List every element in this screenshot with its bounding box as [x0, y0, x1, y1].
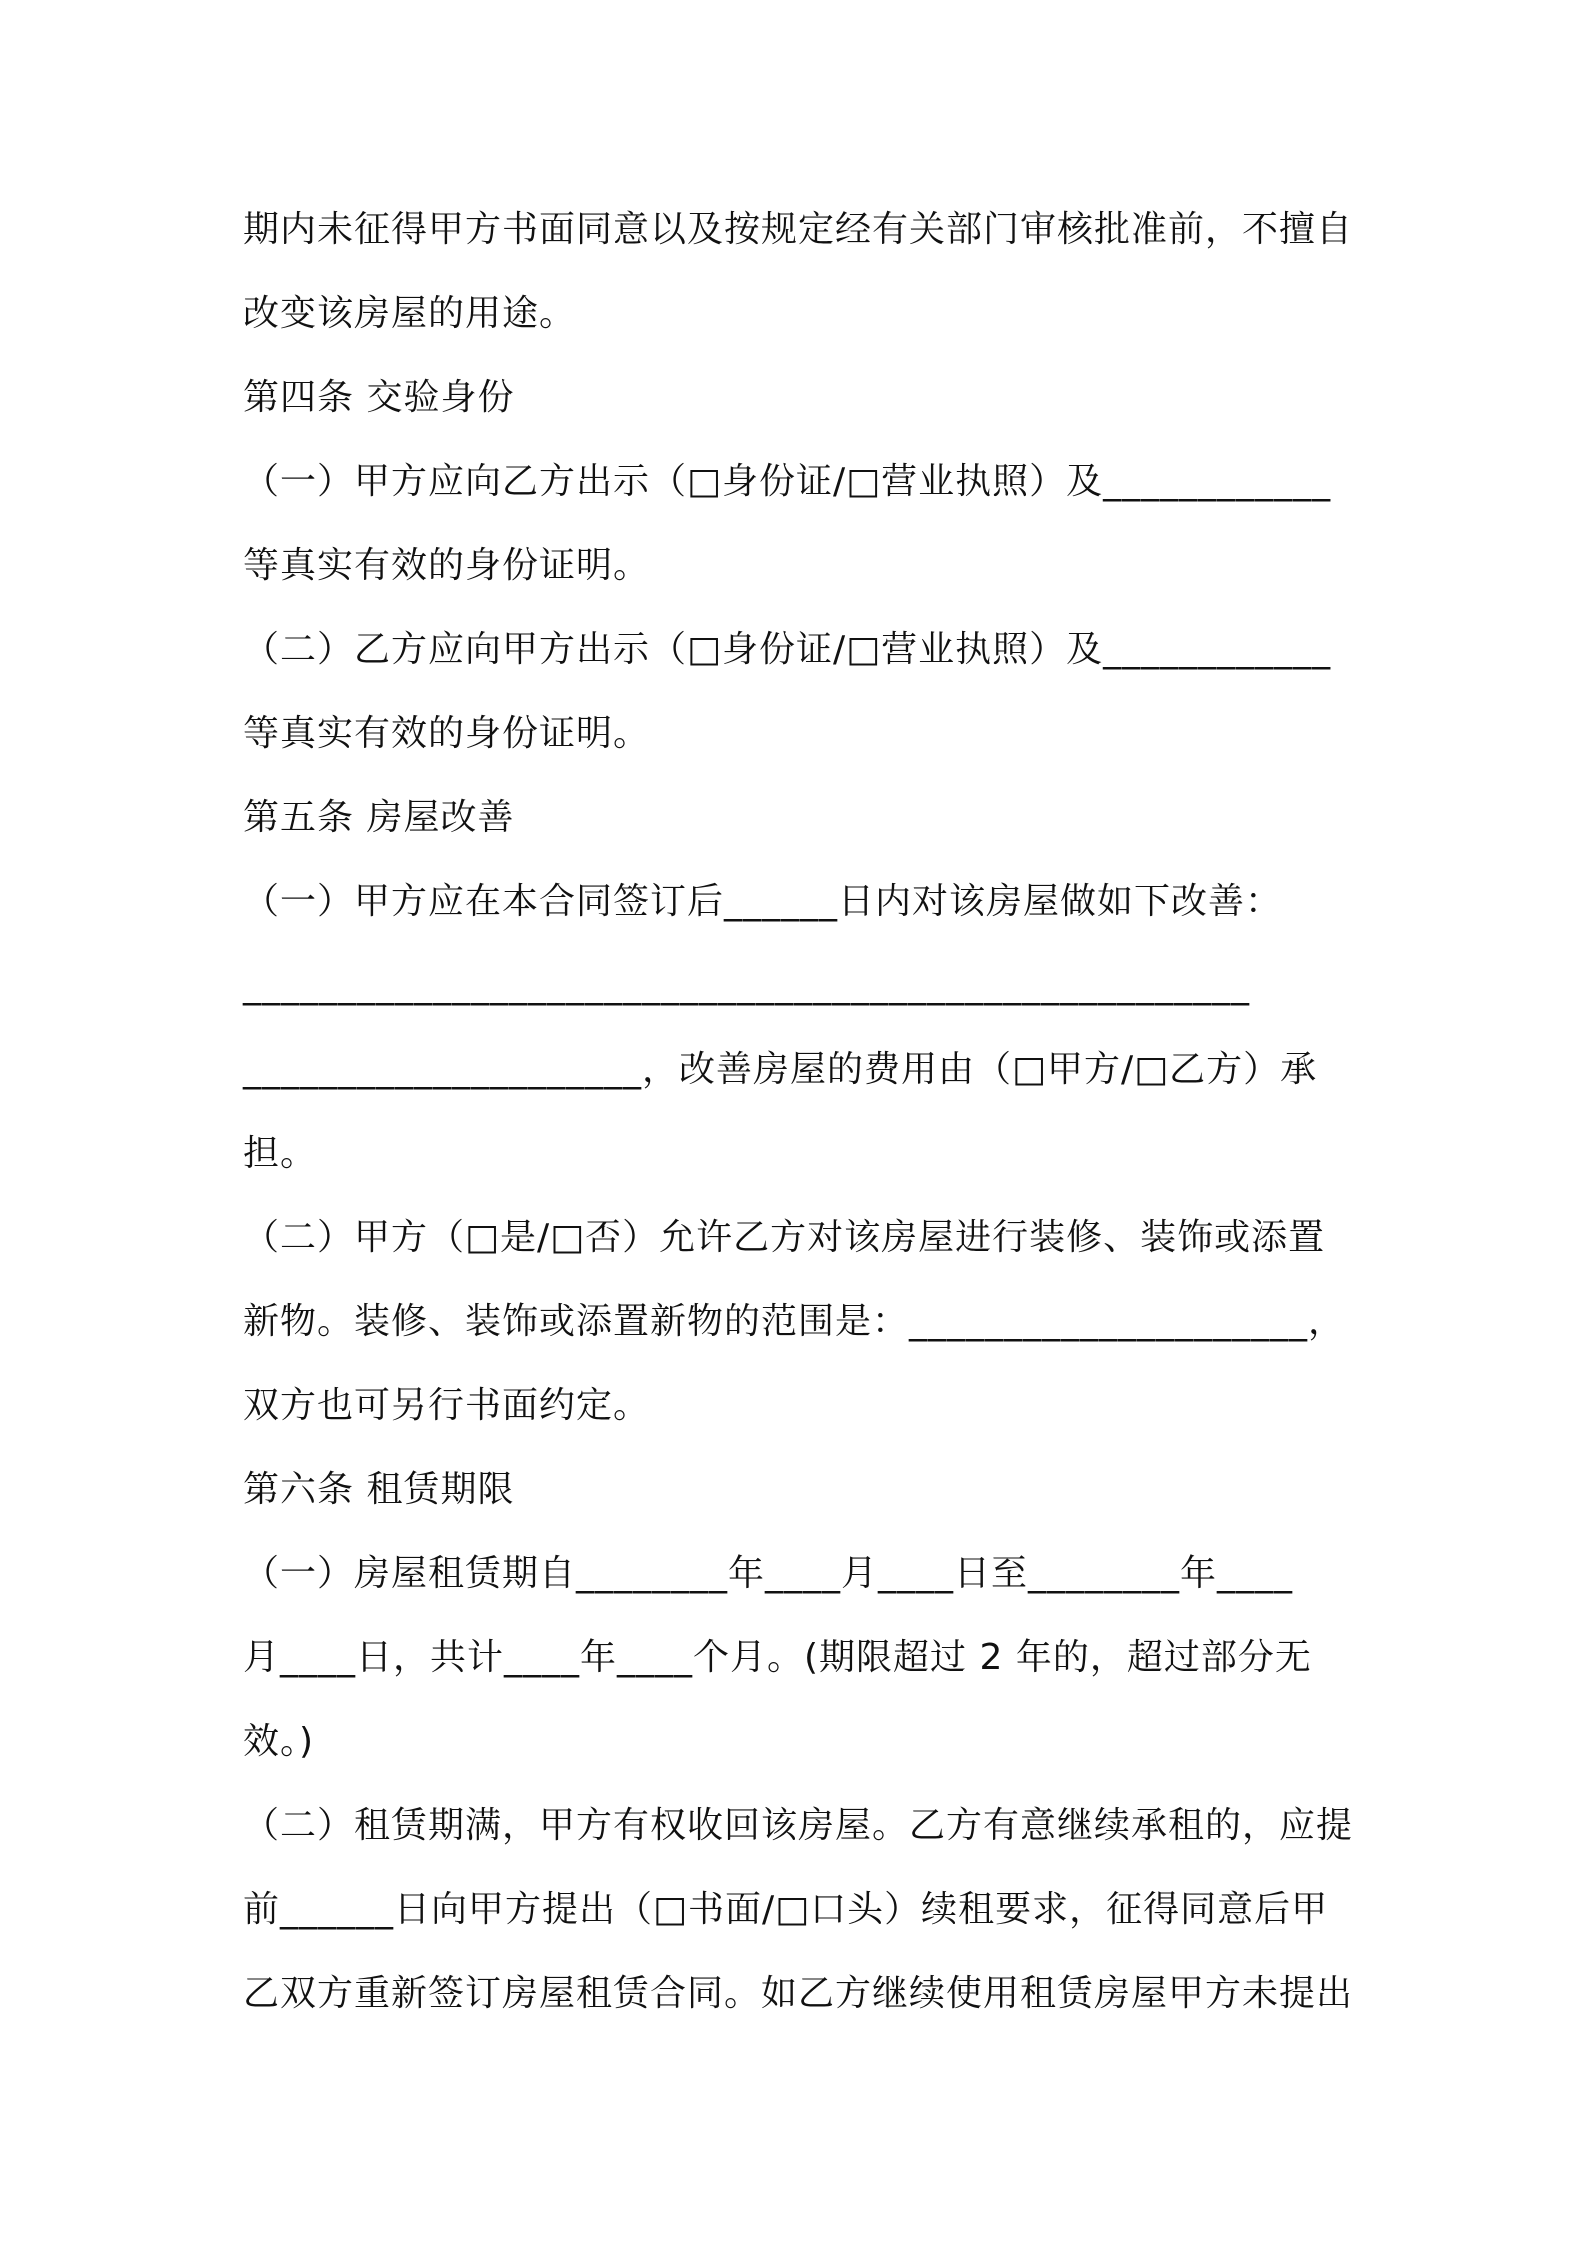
article-5-heading: 第五条 房屋改善: [243, 797, 515, 838]
text-line-1: 期内未征得甲方书面同意以及按规定经有关部门审核批准前，不擅自: [243, 209, 1354, 250]
text-line-12: 担。: [243, 1133, 318, 1174]
text-line-5: 等真实有效的身份证明。: [243, 545, 651, 586]
text-line-14: 新物。装修、装饰或添置新物的范围是：_____________________，: [243, 1301, 1346, 1342]
text-line-13: （二）甲方（□是/□否）允许乙方对该房屋进行装修、装饰或添置: [243, 1217, 1326, 1258]
article-4-heading: 第四条 交验身份: [243, 377, 515, 418]
text-line-9: （一）甲方应在本合同签订后______日内对该房屋做如下改善：: [243, 881, 1283, 922]
text-line-22: 乙双方重新签订房屋租赁合同。如乙方继续使用租赁房屋甲方未提出: [243, 1973, 1354, 2014]
text-line-11: _____________________，改善房屋的费用由（□甲方/□乙方）承: [243, 1049, 1318, 1090]
text-line-19: 效。): [243, 1721, 315, 1762]
text-line-17: （一）房屋租赁期自________年____月____日至________年____: [243, 1553, 1294, 1594]
article-6-heading: 第六条 租赁期限: [243, 1469, 515, 1510]
text-line-20: （二）租赁期满，甲方有权收回该房屋。乙方有意继续承租的，应提: [243, 1805, 1354, 1846]
text-line-15: 双方也可另行书面约定。: [243, 1385, 651, 1426]
text-line-6: （二）乙方应向甲方出示（□身份证/□营业执照）及____________: [243, 629, 1332, 670]
text-line-7: 等真实有效的身份证明。: [243, 713, 651, 754]
text-line-2: 改变该房屋的用途。: [243, 293, 577, 334]
blank-line: _____________________________________________________: [243, 965, 1250, 1006]
text-line-4: （一）甲方应向乙方出示（□身份证/□营业执照）及____________: [243, 461, 1332, 502]
text-line-21: 前______日向甲方提出（□书面/□口头）续租要求，征得同意后甲: [243, 1889, 1329, 1930]
text-line-18: 月____日，共计____年____个月。(期限超过 2 年的，超过部分无: [243, 1637, 1312, 1678]
